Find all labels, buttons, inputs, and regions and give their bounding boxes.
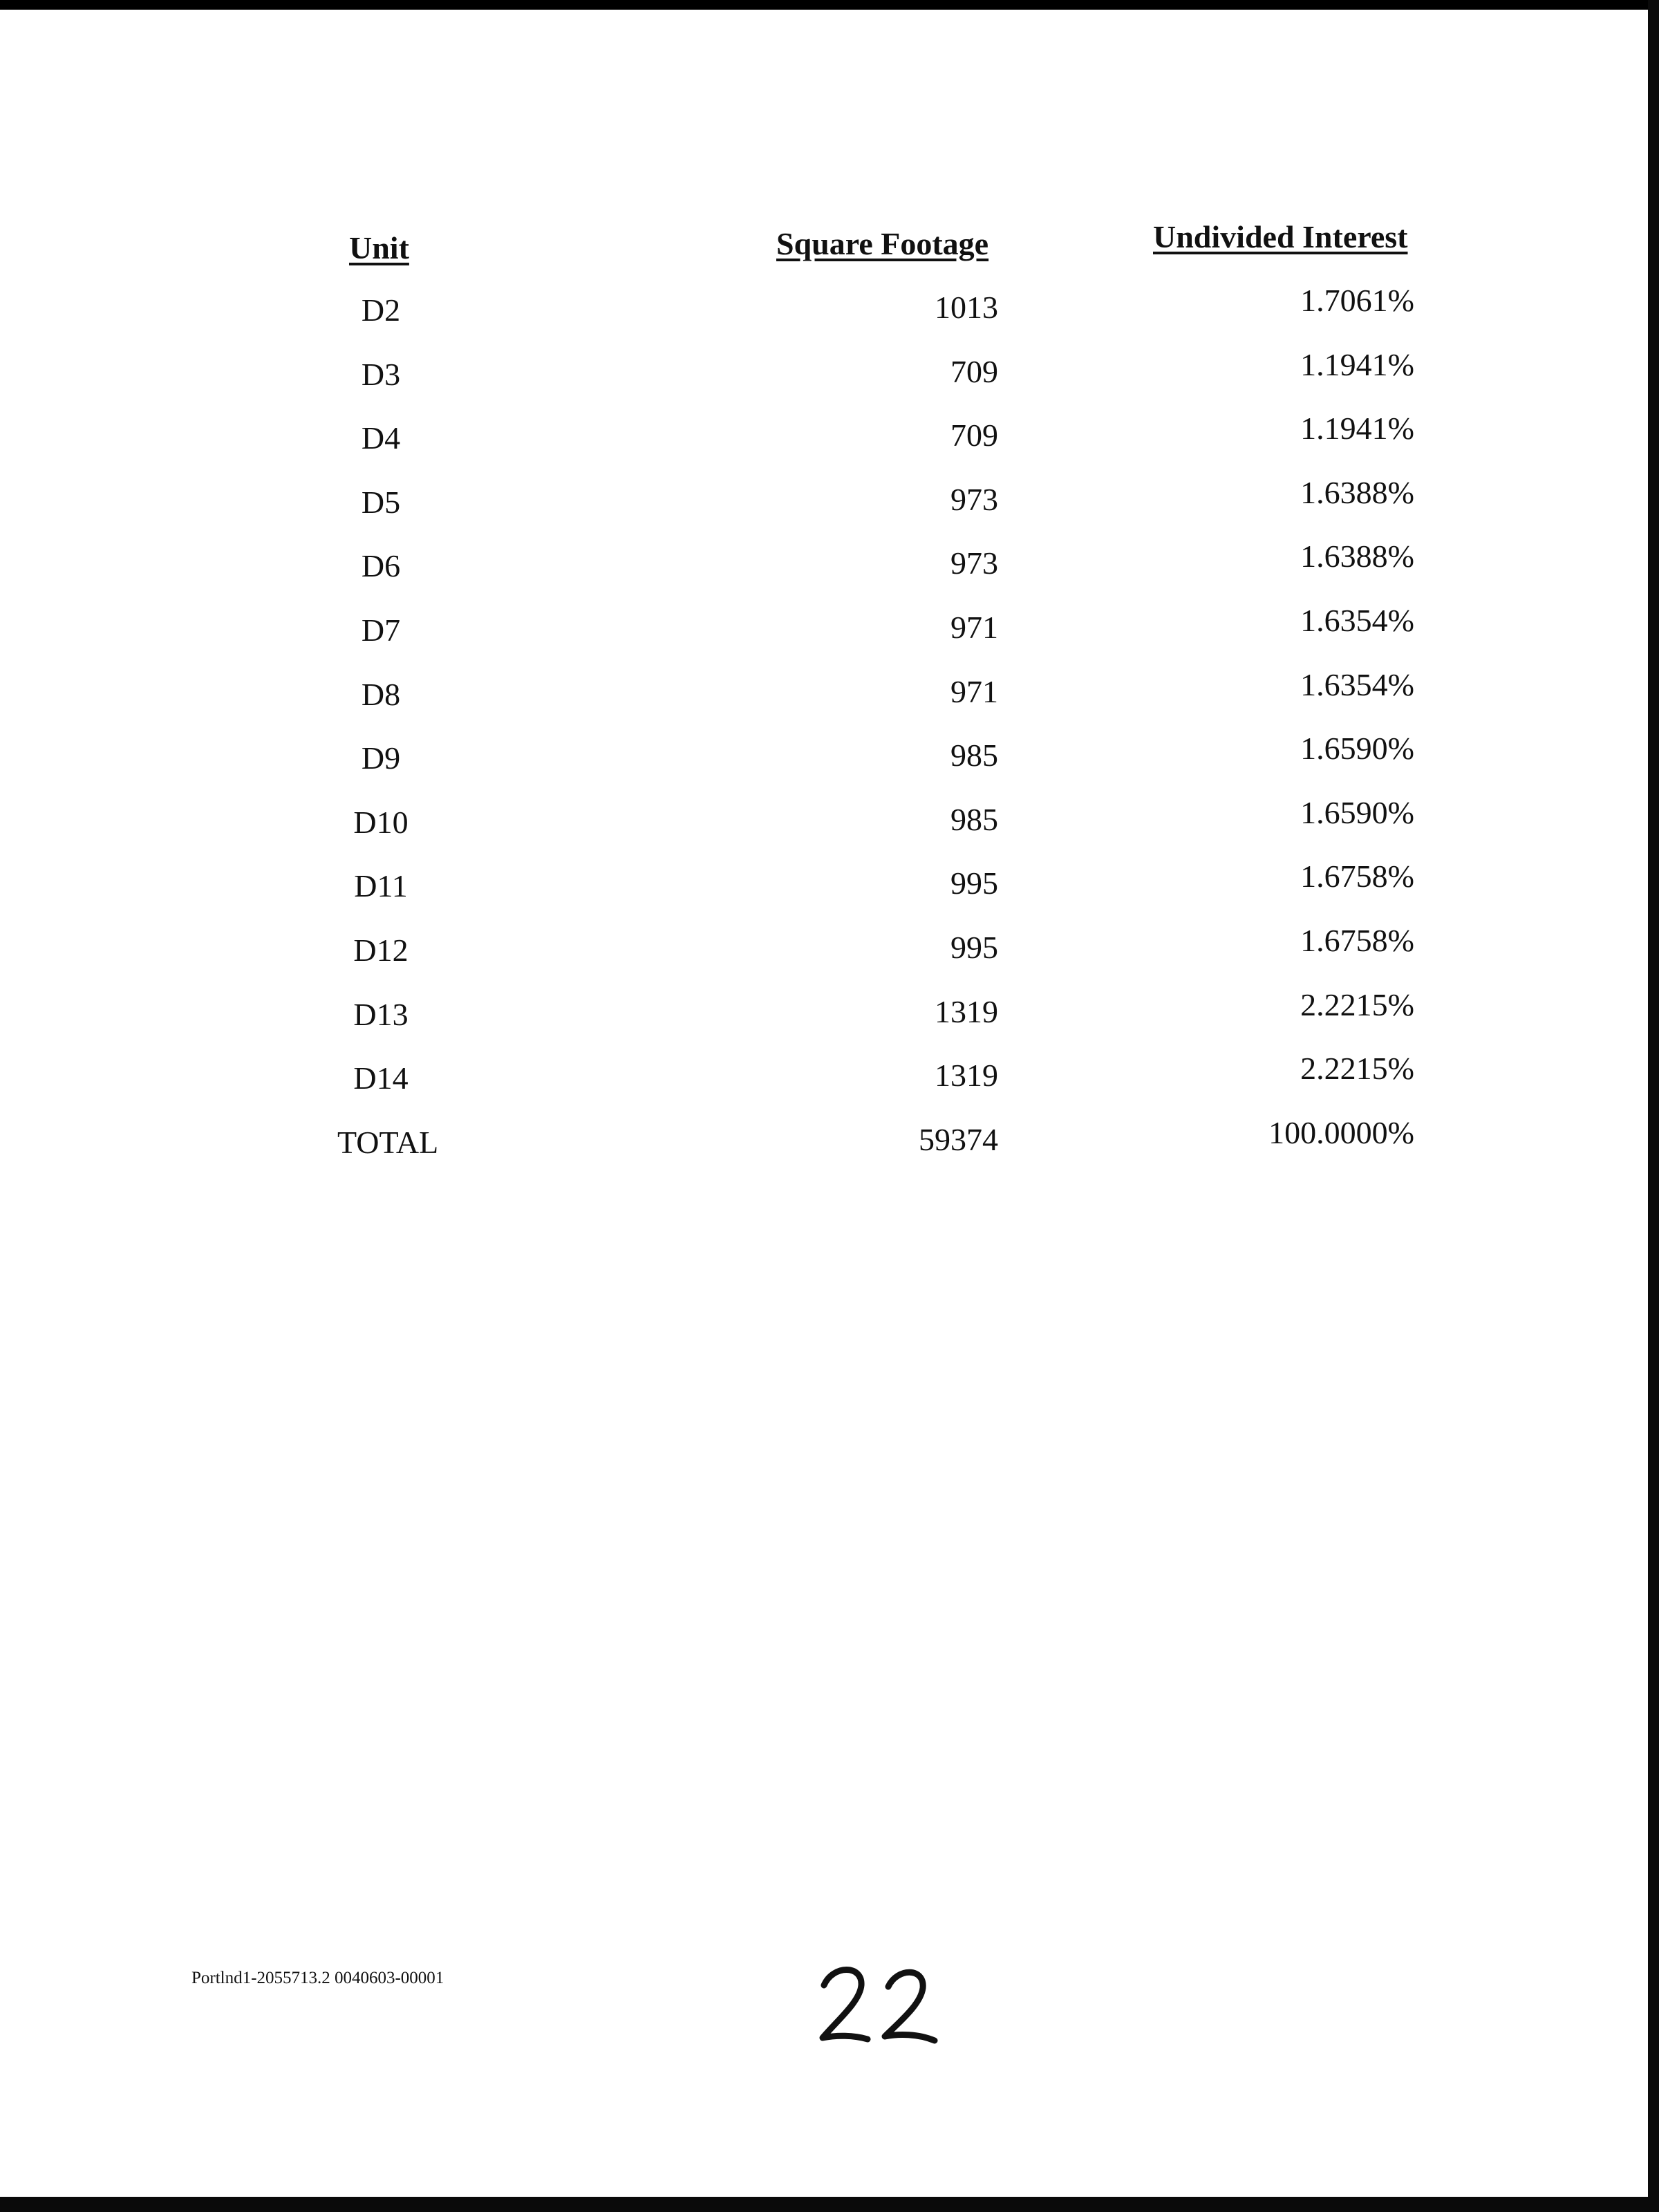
scan-edge-right [1648, 0, 1659, 2212]
undivided-interest-cell: 1.6758% [1300, 859, 1414, 894]
unit-table-body [0, 283, 1648, 1182]
header-square-footage: Square Footage [776, 226, 989, 261]
square-footage-cell: 709 [950, 353, 998, 389]
table-row [0, 922, 1648, 991]
square-footage-cell: 971 [950, 609, 998, 645]
undivided-interest-cell: 1.1941% [1300, 411, 1414, 447]
square-footage-cell: 995 [950, 929, 998, 965]
unit-cell: D10 [353, 804, 409, 840]
table-row [0, 411, 1648, 478]
undivided-interest-cell: 1.6758% [1300, 922, 1414, 958]
header-unit: Unit [349, 230, 409, 265]
undivided-interest-cell: 1.6354% [1300, 602, 1414, 638]
unit-cell: D9 [361, 740, 401, 776]
table-row [0, 859, 1648, 926]
table-row [0, 283, 1648, 350]
table-row [0, 666, 1648, 735]
unit-cell: D7 [361, 612, 401, 648]
table-row [0, 986, 1648, 1055]
total-undivided-interest: 100.0000% [1268, 1114, 1414, 1150]
unit-cell: D4 [361, 420, 401, 456]
square-footage-cell: 995 [950, 865, 998, 901]
unit-cell: D12 [353, 932, 409, 968]
unit-cell: D3 [361, 356, 401, 392]
unit-cell: D8 [361, 676, 401, 712]
handwritten-page-number [816, 1959, 954, 2049]
undivided-interest-cell: 2.2215% [1300, 1051, 1414, 1087]
square-footage-cell: 973 [950, 545, 998, 581]
table-row [0, 1051, 1648, 1118]
square-footage-cell: 1319 [935, 993, 998, 1029]
undivided-interest-cell: 1.6388% [1300, 538, 1414, 574]
square-footage-cell: 1013 [935, 290, 998, 325]
document-page [0, 10, 1648, 2197]
square-footage-cell: 985 [950, 738, 998, 774]
table-row [0, 474, 1648, 543]
square-footage-cell: 985 [950, 801, 998, 837]
table-row [0, 346, 1648, 415]
document-id: Portlnd1-2055713.2 0040603-00001 [191, 1969, 444, 1987]
undivided-interest-cell: 1.6590% [1300, 794, 1414, 830]
undivided-interest-cell: 2.2215% [1300, 986, 1414, 1022]
unit-cell: D6 [361, 548, 401, 584]
unit-cell: D14 [353, 1060, 409, 1096]
square-footage-cell: 709 [950, 418, 998, 453]
header-undivided-interest: Undivided Interest [1153, 219, 1408, 254]
total-label: TOTAL [337, 1124, 439, 1160]
undivided-interest-cell: 1.6354% [1300, 666, 1414, 702]
square-footage-cell: 971 [950, 673, 998, 709]
undivided-interest-cell: 1.6590% [1300, 731, 1414, 767]
total-square-footage: 59374 [919, 1121, 998, 1157]
table-row [0, 794, 1648, 863]
table-row [0, 538, 1648, 606]
unit-cell: D13 [353, 996, 409, 1032]
square-footage-cell: 1319 [935, 1058, 998, 1094]
undivided-interest-cell: 1.6388% [1300, 474, 1414, 510]
undivided-interest-cell: 1.7061% [1300, 283, 1414, 318]
undivided-interest-cell: 1.1941% [1300, 346, 1414, 382]
table-row [0, 602, 1648, 671]
total-row [0, 1114, 1648, 1183]
square-footage-cell: 973 [950, 481, 998, 517]
unit-cell: D11 [354, 868, 408, 904]
unit-cell: D2 [361, 292, 401, 328]
table-row [0, 731, 1648, 798]
scan-edge-bottom [0, 2197, 1659, 2212]
unit-cell: D5 [361, 484, 401, 520]
